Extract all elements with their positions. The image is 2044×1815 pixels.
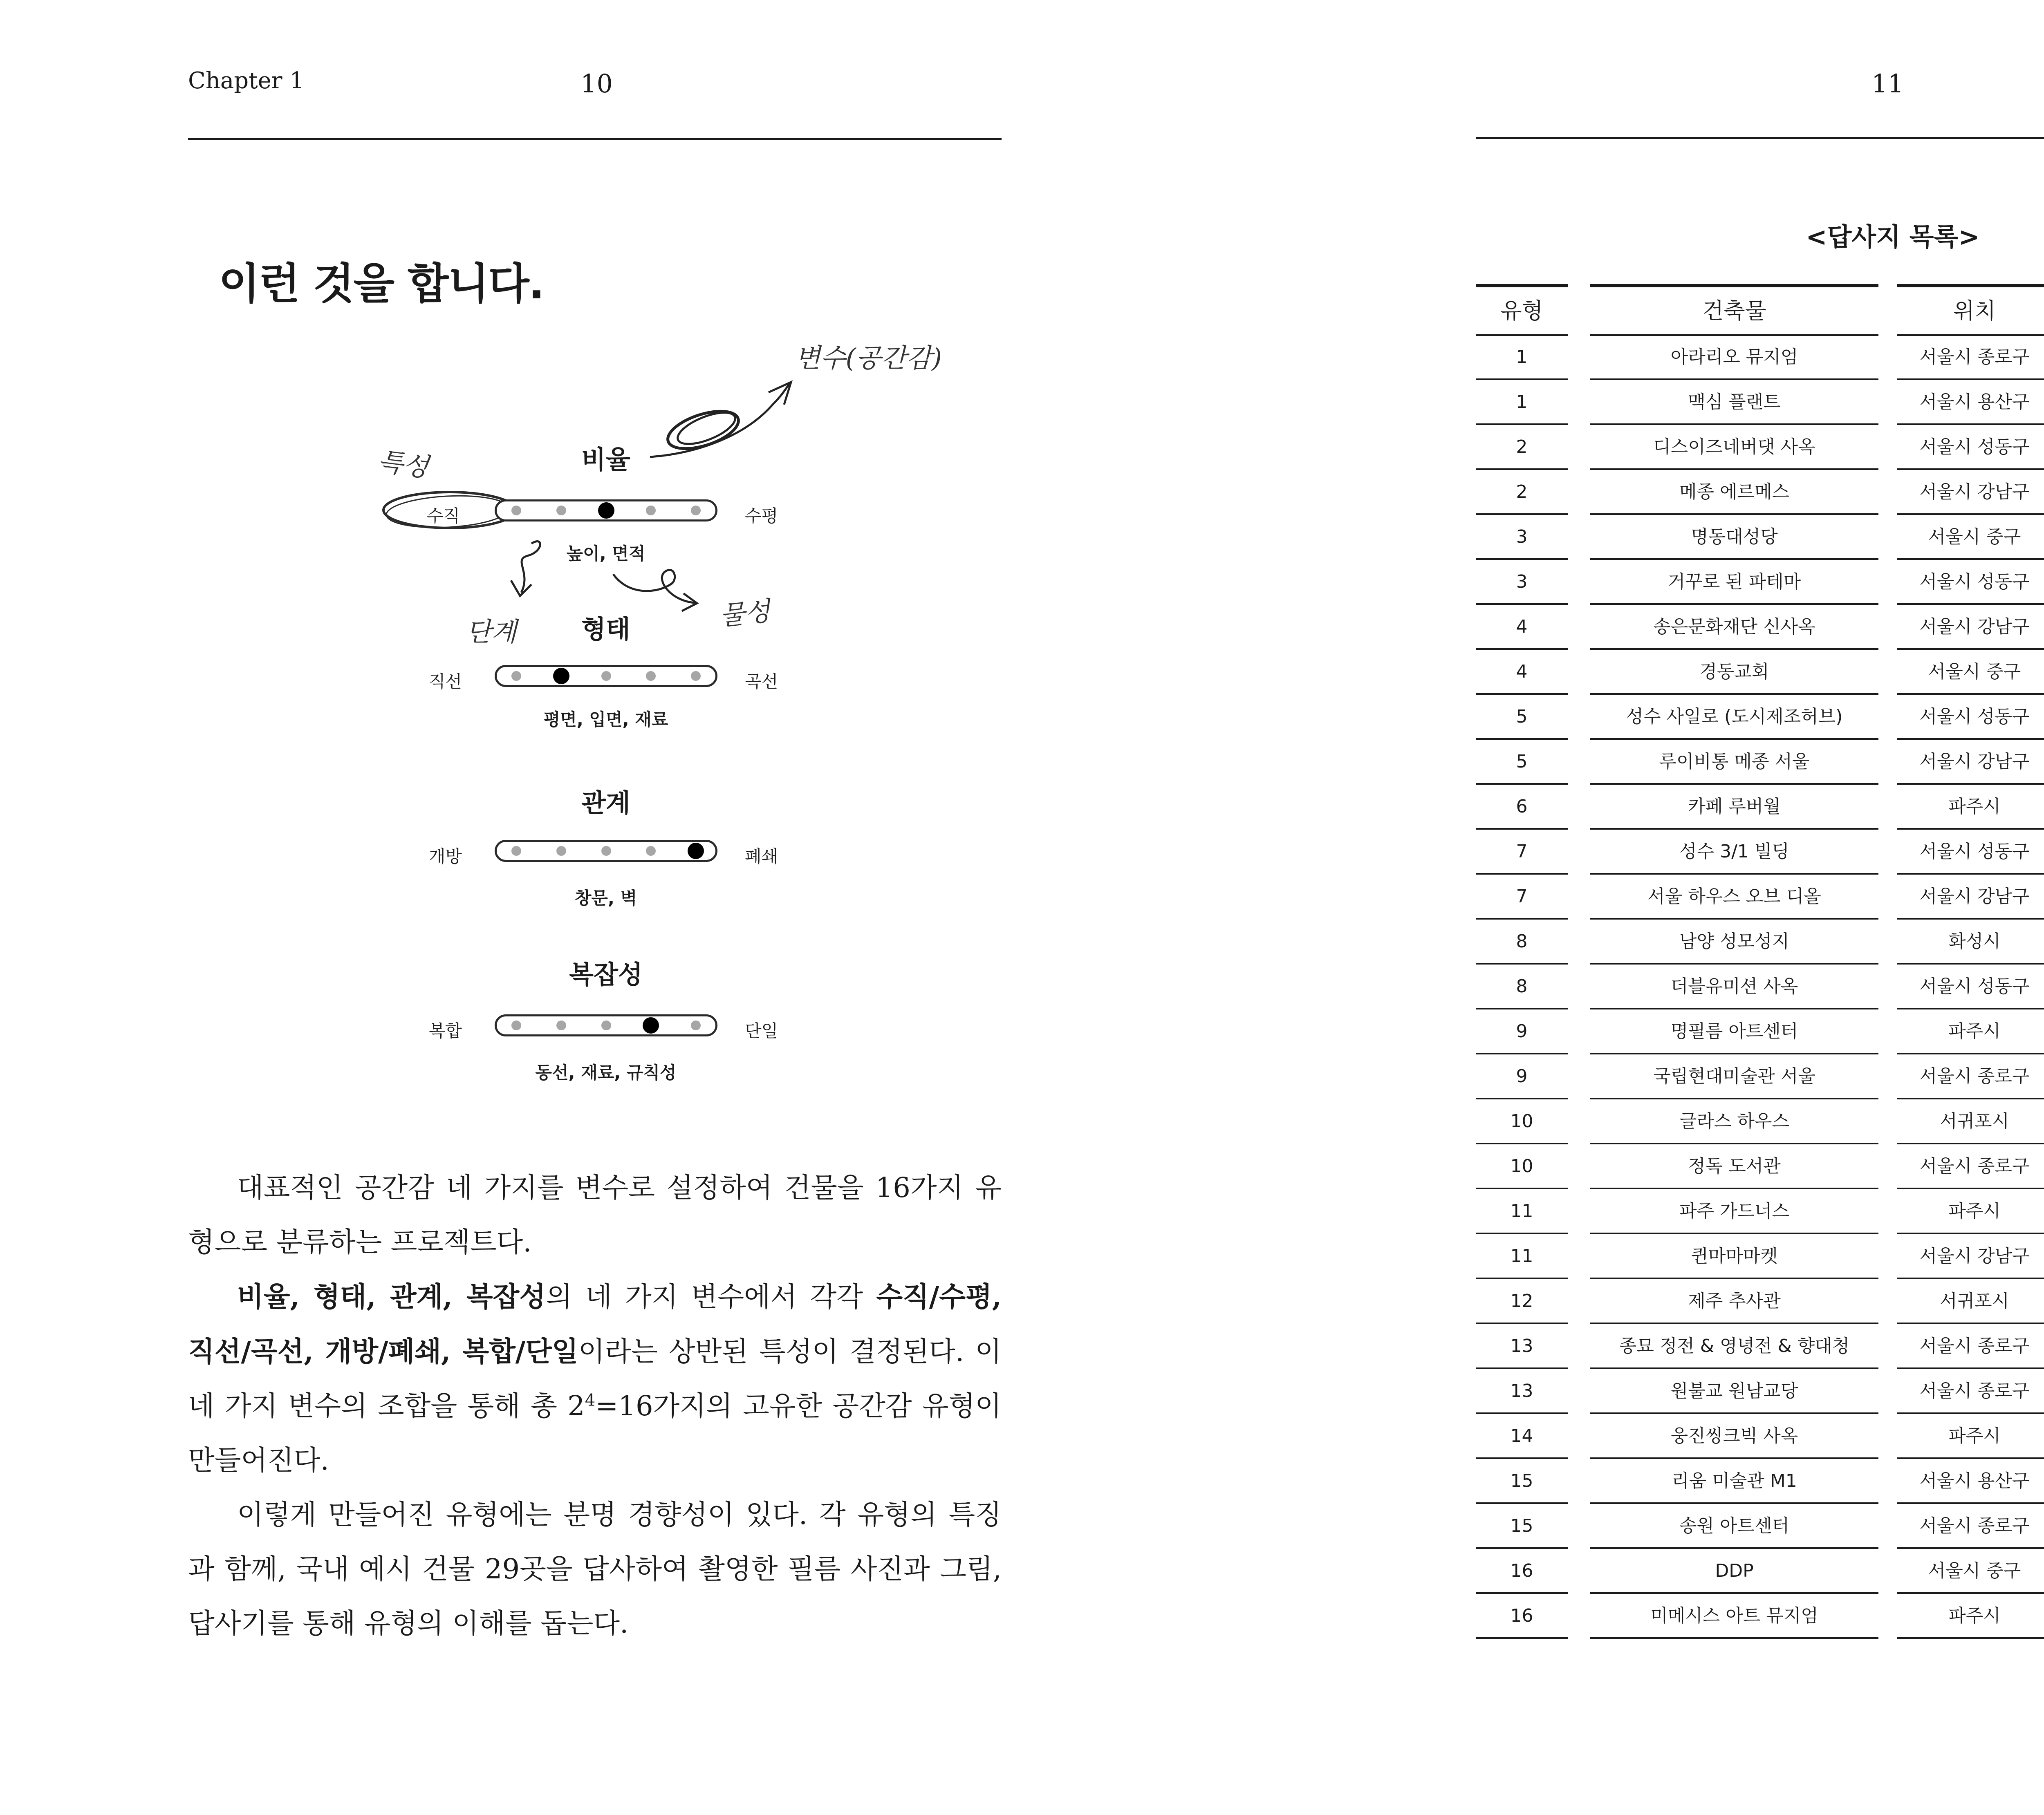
slider-dot [691,506,701,515]
cell-location: 서울시 강남구 [1897,471,2044,515]
body-paragraph-2: 비율, 형태, 관계, 복잡성의 네 가지 변수에서 각각 수직/수평, 직선/곡선, 개방/폐쇄, 복합/단일이라는 상반된 특성이 결정된다. 이 네 가지 변수의 조합을 통해 총 $2^4=16$가지의 고유한 공간감 유형이 만들어진다. [188,1280,1002,1476]
cell-type: 1 [1476,336,1568,380]
table-row [1476,1145,2044,1190]
cell-building: 퀸마마마켓 [1590,1235,1878,1279]
bold-pairs: 수직/수평, 직선/곡선, 개방/폐쇄, 복합/단일 [188,1280,1002,1367]
cell-building: 웅진씽크빅 사옥 [1590,1415,1878,1459]
cell-building: 경동교회 [1590,651,1878,695]
cell-type: 11 [1476,1190,1568,1234]
table-row [1476,1100,2044,1145]
cell-building: 종묘 정전 & 영녕전 & 향대청 [1590,1325,1878,1369]
slider-dot [646,671,656,681]
cell-type: 9 [1476,1055,1568,1099]
table-row [1476,696,2044,741]
cell-type: 1 [1476,381,1568,425]
cell-location: 서울시 강남구 [1897,1235,2044,1279]
cell-location: 서울시 성동구 [1897,696,2044,740]
cell-type: 3 [1476,516,1568,560]
slider-selected-dot [688,843,704,859]
cell-type: 9 [1476,1010,1568,1054]
slider-selected-dot [643,1017,659,1034]
variable-left-label-complexity: 복합 [428,1021,462,1041]
table-row [1476,336,2044,381]
cell-building: 명필름 아트센터 [1590,1010,1878,1054]
variable-sub-form: 평면, 입면, 재료 [543,709,668,730]
cell-location: 서울시 강남구 [1897,741,2044,785]
exponent: 4 [585,1391,596,1410]
cell-location: 파주시 [1897,786,2044,830]
slider-dot [601,846,611,856]
cell-location: 파주시 [1897,1010,2044,1054]
table-caption: <답사지 목록> [1806,222,1980,252]
cell-building: 메종 에르메스 [1590,471,1878,515]
body-paragraph-1: 대표적인 공간감 네 가지를 변수로 설정하여 건물을 16가지 유형으로 분류하는 프로젝트다. [188,1172,1002,1258]
cell-location: 서울시 강남구 [1897,875,2044,920]
slider-dot [691,1021,701,1030]
cell-type: 15 [1476,1505,1568,1549]
slider-ratio [495,499,717,521]
cell-building: 성수 사일로 (도시제조허브) [1590,696,1878,740]
cell-building: 국립현대미술관 서울 [1590,1055,1878,1099]
cell-location: 서울시 중구 [1897,1550,2044,1594]
table-row [1476,561,2044,606]
slider-form [495,665,717,687]
table-row [1476,965,2044,1010]
cell-type: 4 [1476,651,1568,695]
slider-dot [601,671,611,681]
cell-type: 13 [1476,1370,1568,1414]
cell-location: 서울시 종로구 [1897,1055,2044,1099]
slider-dot [556,506,566,515]
slider-dot [511,1021,521,1030]
cell-location: 서울시 성동구 [1897,965,2044,1009]
cell-type: 5 [1476,696,1568,740]
slider-dot [601,1021,611,1030]
cell-type: 15 [1476,1460,1568,1504]
table-row [1476,1415,2044,1460]
hand-note-material: 물성 [718,596,772,632]
spatial-variables-figure [0,0,1226,1144]
table-row [1476,1505,2044,1550]
cell-building: 정독 도서관 [1590,1145,1878,1189]
cell-type: 2 [1476,426,1568,470]
header-rule-right [1476,137,2044,139]
variable-left-label-ratio: 수직 [426,506,460,526]
cell-type: 12 [1476,1280,1568,1324]
slider-selected-dot [553,668,569,684]
cell-location: 서울시 종로구 [1897,1370,2044,1414]
cell-building: 파주 가드너스 [1590,1190,1878,1234]
cell-building: 원불교 원남교당 [1590,1370,1878,1414]
page-number-left: 10 [580,69,613,98]
cell-location: 서울시 용산구 [1897,381,2044,425]
cell-building: DDP [1590,1550,1878,1594]
cell-building: 송원 아트센터 [1590,1505,1878,1549]
cell-building: 디스이즈네버댓 사옥 [1590,426,1878,470]
cell-location: 서귀포시 [1897,1280,2044,1324]
cell-building: 카페 루버월 [1590,786,1878,830]
cell-building: 송은문화재단 신사옥 [1590,606,1878,650]
table-row [1476,1460,2044,1505]
slider-selected-dot [598,502,614,519]
cell-location: 서울시 성동구 [1897,561,2044,605]
variable-sub-complexity: 동선, 재료, 규칙성 [535,1063,677,1083]
variable-title-form: 형태 [581,614,630,644]
cell-location: 서귀포시 [1897,1100,2044,1144]
cell-type: 4 [1476,606,1568,650]
table-row [1476,1325,2044,1370]
table-row [1476,1595,2044,1640]
cell-location: 서울시 종로구 [1897,336,2044,380]
cell-type: 10 [1476,1145,1568,1189]
cell-location: 서울시 성동구 [1897,830,2044,875]
table-row [1476,741,2044,786]
variable-sub-ratio: 높이, 면적 [566,544,645,564]
variable-right-label-form: 곡선 [745,671,778,692]
section-title: 이런 것을 합니다. [219,259,544,309]
variable-title-ratio: 비율 [581,445,630,474]
cell-type: 5 [1476,741,1568,785]
page-number-right: 11 [1871,69,1904,98]
variable-title-complexity: 복잡성 [569,960,643,989]
table-header-location: 위치 [1897,287,2044,336]
hand-note-variable: 변수(공간감) [795,343,942,374]
cell-type: 7 [1476,875,1568,920]
cell-building: 리움 미술관 M1 [1590,1460,1878,1504]
table-row [1476,1550,2044,1595]
variable-title-relation: 관계 [581,788,630,818]
table-header-type: 유형 [1476,287,1568,336]
cell-location: 서울시 성동구 [1897,426,2044,470]
table-row [1476,830,2044,875]
cell-building: 남양 성모성지 [1590,920,1878,965]
cell-location: 서울시 중구 [1897,651,2044,695]
cell-location: 서울시 강남구 [1897,606,2044,650]
variable-right-label-ratio: 수평 [745,506,778,526]
sketch-scribble [663,404,743,456]
variable-sub-relation: 창문, 벽 [574,888,637,908]
cell-type: 16 [1476,1550,1568,1594]
cell-location: 서울시 종로구 [1897,1505,2044,1549]
table-row [1476,920,2044,965]
cell-type: 7 [1476,830,1568,875]
slider-dot [646,506,656,515]
table-header-building: 건축물 [1590,287,1878,336]
table-row [1476,786,2044,830]
cell-type: 2 [1476,471,1568,515]
running-head-chapter: Chapter 1 [188,67,304,94]
cell-building: 글라스 하우스 [1590,1100,1878,1144]
cell-building: 성수 3/1 빌딩 [1590,830,1878,875]
table-row [1476,1190,2044,1235]
variable-left-label-form: 직선 [428,671,462,692]
cell-type: 8 [1476,965,1568,1009]
sketch-arrow-material [613,570,695,603]
body-text [188,1161,1002,1651]
slider-dot [556,1021,566,1030]
cell-location: 화성시 [1897,920,2044,965]
hand-note-property: 특성 [376,446,430,483]
slider-dot [511,506,521,515]
table-row [1476,651,2044,696]
cell-building: 맥심 플랜트 [1590,381,1878,425]
variable-left-label-relation: 개방 [428,846,462,866]
cell-building: 명동대성당 [1590,516,1878,560]
table-row [1476,1010,2044,1055]
slider-relation [495,840,717,862]
table-row [1476,1235,2044,1280]
cell-type: 8 [1476,920,1568,965]
table-row [1476,471,2044,516]
slider-dot [646,846,656,856]
cell-building: 거꾸로 된 파테마 [1590,561,1878,605]
cell-location: 서울시 종로구 [1897,1325,2044,1369]
cell-location: 서울시 용산구 [1897,1460,2044,1504]
slider-dot [691,671,701,681]
cell-type: 6 [1476,786,1568,830]
table-row [1476,381,2044,426]
cell-building: 서울 하우스 오브 디올 [1590,875,1878,920]
cell-type: 11 [1476,1235,1568,1279]
hand-note-level: 단계 [466,617,517,647]
table-row [1476,516,2044,561]
slider-dot [511,846,521,856]
table-row [1476,426,2044,471]
body-paragraph-3: 이렇게 만들어진 유형에는 분명 경향성이 있다. 각 유형의 특징과 함께, 국내 예시 건물 29곳을 답사하여 촬영한 필름 사진과 그림, 답사기를 통해 유형의 이해를 돕는다. [188,1499,1002,1639]
cell-location: 서울시 종로구 [1897,1145,2044,1189]
variable-right-label-complexity: 단일 [745,1021,778,1041]
cell-type: 10 [1476,1100,1568,1144]
cell-building: 더블유미션 사옥 [1590,965,1878,1009]
cell-location: 파주시 [1897,1595,2044,1639]
cell-building: 루이비통 메종 서울 [1590,741,1878,785]
cell-type: 3 [1476,561,1568,605]
table-row [1476,606,2044,651]
slider-dot [556,846,566,856]
table-row [1476,1055,2044,1100]
cell-location: 파주시 [1897,1415,2044,1459]
slider-complexity [495,1014,717,1036]
cell-building: 제주 추사관 [1590,1280,1878,1324]
cell-building: 미메시스 아트 뮤지엄 [1590,1595,1878,1639]
table-row [1476,1280,2044,1325]
cell-type: 16 [1476,1595,1568,1639]
table-row [1476,1370,2044,1415]
cell-location: 파주시 [1897,1190,2044,1234]
cell-location: 서울시 중구 [1897,516,2044,560]
slider-dot [511,671,521,681]
table-row [1476,875,2044,920]
variable-right-label-relation: 폐쇄 [745,846,778,866]
cell-type: 13 [1476,1325,1568,1369]
cell-type: 14 [1476,1415,1568,1459]
cell-building: 아라리오 뮤지엄 [1590,336,1878,380]
bold-variables: 비율, 형태, 관계, 복잡성 [237,1280,546,1313]
